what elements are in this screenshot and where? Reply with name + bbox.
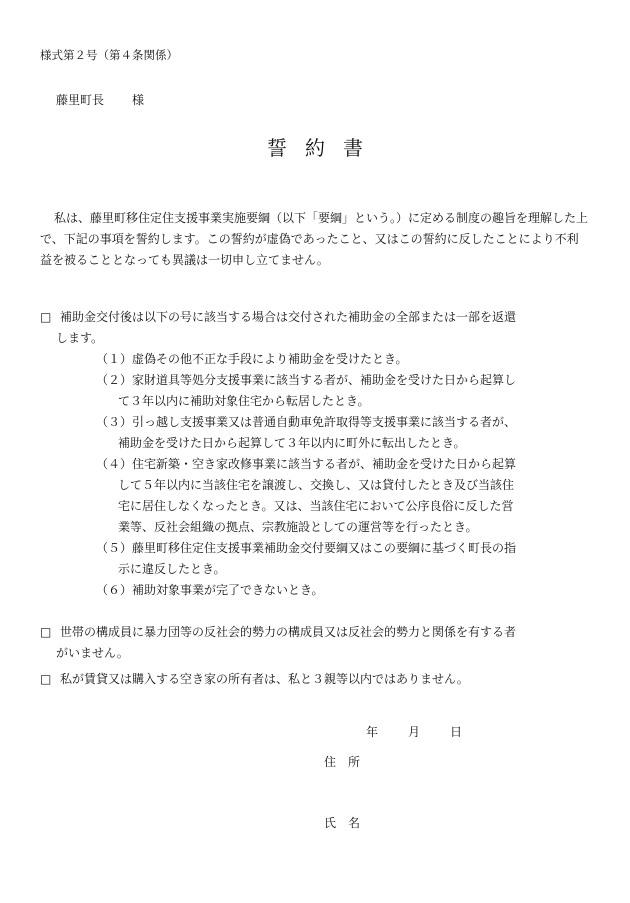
- address-label: 住 所: [324, 755, 361, 769]
- day-label: 日: [450, 725, 463, 739]
- item-line: して５年以内に当該住宅を譲渡し、交換し、又は貸付したとき及び当該住: [118, 478, 515, 492]
- item-line: 補助金を受けた日から起算して３年以内に町外に転出したとき。: [118, 436, 466, 450]
- refund-item-1: [96, 349, 576, 370]
- document-title: 誓約書: [267, 136, 381, 160]
- year-label: 年: [366, 725, 379, 739]
- date-fields: [366, 726, 462, 738]
- checkbox[interactable]: □: [40, 310, 52, 324]
- item-line: （３）引っ越し支援事業又は普通自動車免許取得等支援事業に該当する者が、: [96, 415, 517, 429]
- clause-antisocial: [40, 622, 592, 664]
- clause-refund: [40, 307, 592, 349]
- month-label: 月: [408, 725, 421, 739]
- form-number: 様式第２号（第４条関係）: [40, 48, 178, 62]
- addressee-honorific: 様: [132, 93, 145, 107]
- clause-refund-line-1: □ 補助金交付後は以下の号に該当する場合は交付された補助金の全部または一部を返還: [40, 307, 592, 328]
- item-line: （１）虚偽その他不正な手段により補助金を受けたとき。: [96, 352, 408, 366]
- clause-relation: [40, 669, 592, 690]
- item-line: （６）補助対象事業が完了できないとき。: [96, 583, 324, 597]
- item-line: （２）家財道具等処分支援事業に該当する者が、補助金を受けた日から起算し: [96, 373, 517, 387]
- item-line: 宅に居住しなくなったとき。又は、当該住宅において公序良俗に反した営: [118, 499, 514, 513]
- refund-item-6: [96, 580, 576, 601]
- item-line: て３年以内に補助対象住宅から転居したとき。: [118, 394, 370, 408]
- refund-item-4: [96, 454, 576, 538]
- addressee-name: 藤里町長: [56, 93, 105, 107]
- item-line: 示に違反したとき。: [118, 562, 226, 576]
- refund-item-2: [96, 370, 576, 412]
- checkbox[interactable]: □: [40, 625, 52, 639]
- clause-refund-line-2: します。: [56, 331, 104, 345]
- item-line: 業等、反社会組織の拠点、宗教施設としての運営等を行ったとき。: [118, 520, 478, 534]
- clause-relation-line-1: □ 私が賃貸又は購入する空き家の所有者は、私と３親等以内ではありません。: [40, 669, 592, 690]
- intro-paragraph: 私は、藤里町移住定住支援事業実施要綱（以下「要綱」という。）に定める制度の趣旨を理解した上で、下記の事項を誓約します。この誓約が虚偽であったこと、又はこの誓約に反したことにより不利益を被ることとなっても異議は一切申し立てません。: [40, 211, 589, 267]
- addressee: [56, 94, 144, 106]
- refund-item-3: [96, 412, 576, 454]
- name-label: 氏 名: [324, 816, 361, 830]
- clause-antisocial-line-1: □ 世帯の構成員に暴力団等の反社会的勢力の構成員又は反社会的勢力と関係を有する者: [40, 622, 592, 643]
- clause-antisocial-line-2: がいません。: [56, 646, 129, 660]
- checkbox[interactable]: □: [40, 672, 52, 686]
- refund-item-5: [96, 538, 576, 580]
- item-line: （５）藤里町移住定住支援事業補助金交付要綱又はこの要綱に基づく町長の指: [96, 541, 517, 555]
- item-line: （４）住宅新築・空き家改修事業に該当する者が、補助金を受けた日から起算: [96, 457, 517, 471]
